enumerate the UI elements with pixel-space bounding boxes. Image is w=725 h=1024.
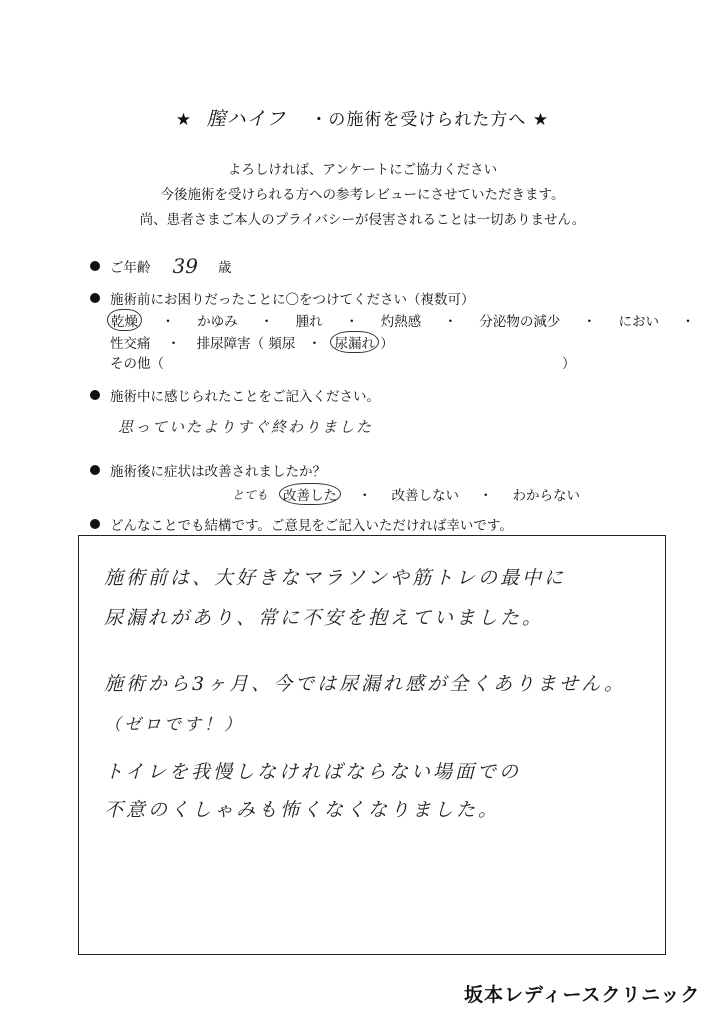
bullet-icon <box>90 465 100 475</box>
symptoms-label: 施術前にお困りだったことに〇をつけてください（複数可） <box>110 292 475 308</box>
treatment-name-handwritten: 膣ハイフ <box>206 108 287 130</box>
comment-question <box>90 514 513 534</box>
age-question <box>90 254 231 278</box>
comment-box <box>78 535 666 955</box>
age-value: 39 <box>172 254 198 278</box>
option-dryness: 乾燥 <box>107 309 142 331</box>
other-close: ） <box>562 356 576 372</box>
age-unit: 歳 <box>217 260 232 276</box>
comment-line-4: （ゼロです！） <box>104 715 244 735</box>
option-itching: かゆみ <box>197 314 238 330</box>
option-burning: 灼熱感 <box>380 314 422 330</box>
clinic-name: 坂本レディースクリニック <box>464 984 701 1006</box>
symptoms-question <box>90 288 475 308</box>
other-label: その他（ <box>110 356 164 372</box>
option-odor: におい <box>618 314 659 330</box>
symptoms-row-2: 性交痛 ・ 排尿障害（ 頻尿 ・ 尿漏れ ） <box>110 332 394 352</box>
comment-line-3: 施術から3ヶ月、今では尿漏れ感が全くありません。 <box>104 673 627 695</box>
option-improved: 改善した <box>279 483 341 505</box>
intro-line-3: 尚、患者さまご本人のプライバシーが侵害されることは一切ありません。 <box>139 212 586 228</box>
bullet-icon <box>90 261 100 271</box>
intro-line-1: よろしければ、アンケートにご協力ください <box>227 162 498 178</box>
title-text: ・の施術を受けられた方へ <box>310 110 527 130</box>
bullet-icon <box>90 390 100 400</box>
comment-line-6: 不意のくしゃみも怖くなくなりました。 <box>104 799 501 821</box>
symptoms-row-1: 乾燥 ・ かゆみ ・ 腫れ ・ 灼熱感 ・ 分泌物の減少 ・ におい ・ <box>110 310 695 330</box>
option-swelling: 腫れ <box>295 314 323 330</box>
comment-line-5: トイレを我慢しなければならない場面での <box>104 761 522 783</box>
bullet-icon <box>90 293 100 303</box>
during-answer: 思っていたよりすぐ終わりました <box>118 418 374 436</box>
option-urination: 排尿障害（ <box>196 336 265 352</box>
option-unknown: わからない <box>512 488 581 504</box>
option-incontinence: 尿漏れ <box>330 331 379 353</box>
after-label: 施術後に症状は改善されましたか？ <box>110 464 326 480</box>
star-icon: ★ <box>532 110 550 130</box>
after-handwritten-prefix: とても <box>232 487 269 502</box>
option-dyspareunia: 性交痛 <box>110 336 151 352</box>
intro-line-2: 今後施術を受けられる方への参考レビューにさせていただきます。 <box>160 187 565 203</box>
option-discharge: 分泌物の減少 <box>479 314 561 330</box>
option-not-improved: 改善しない <box>391 488 460 504</box>
star-icon: ★ <box>175 110 193 130</box>
option-frequency: 頻尿 <box>268 336 296 352</box>
page-title <box>0 104 725 131</box>
symptoms-other <box>110 352 164 372</box>
age-label: ご年齢 <box>110 260 151 276</box>
during-label: 施術中に感じられたことをご記入ください。 <box>110 389 380 405</box>
bullet-icon <box>90 519 100 529</box>
during-question <box>90 385 380 405</box>
comment-line-2: 尿漏れがあり、常に不安を抱えていました。 <box>104 607 545 629</box>
after-options: とても 改善した ・ 改善しない ・ わからない <box>232 484 580 504</box>
comment-line-1: 施術前は、大好きなマラソンや筋トレの最中に <box>104 567 567 589</box>
after-question <box>90 460 326 480</box>
comment-label: どんなことでも結構です。ご意見をご記入いただければ幸いです。 <box>110 518 513 534</box>
